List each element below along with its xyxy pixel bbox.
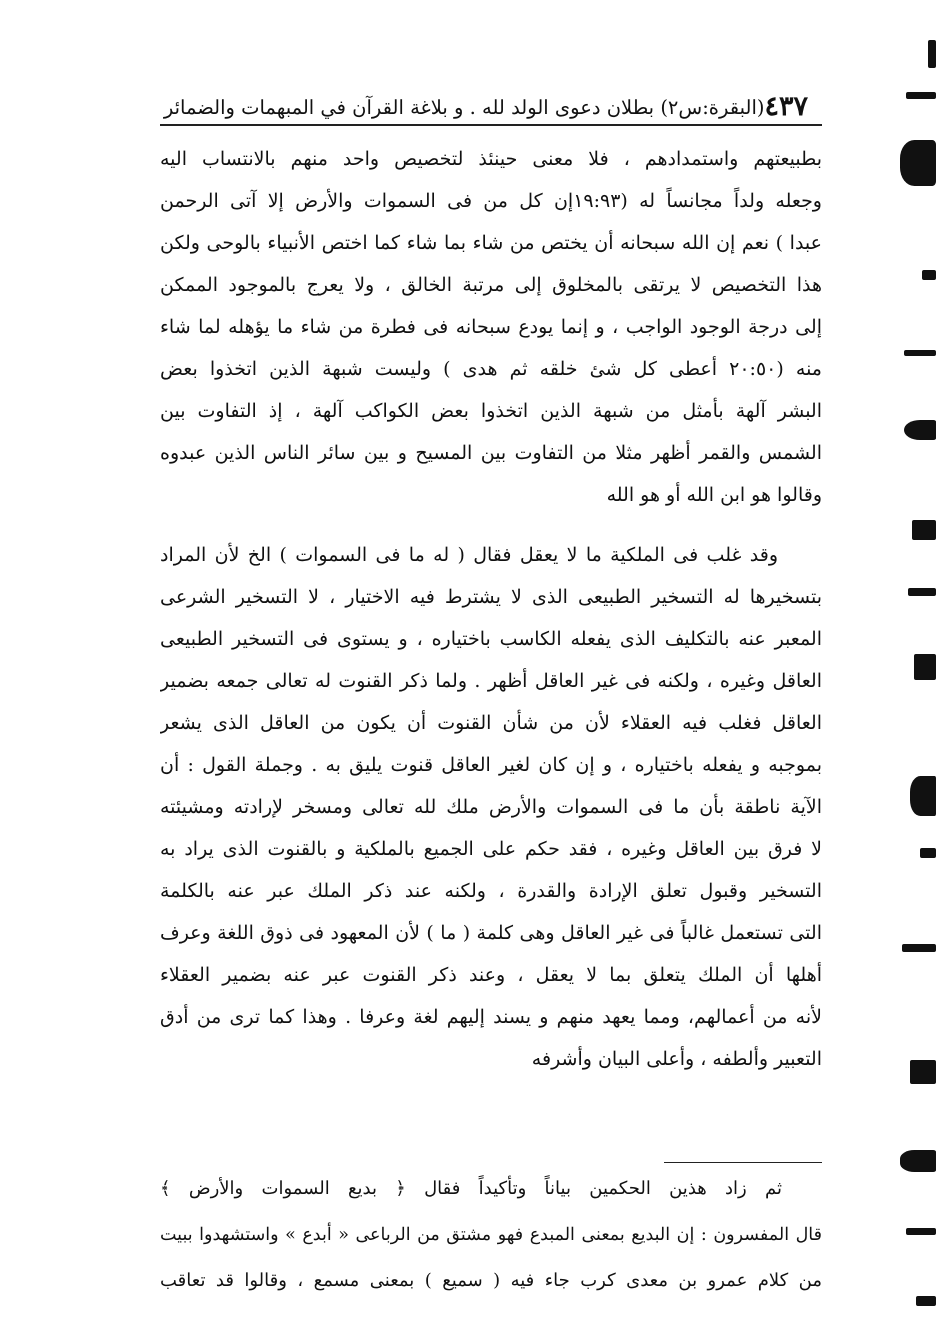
scan-mark (904, 350, 936, 356)
text-line: العاقل وغيره ، ولكنه فى غير العاقل أظهر . ولما ذكر القنوت له تعالى جمعه بضمير (160, 670, 822, 692)
scan-mark (910, 776, 936, 816)
scan-mark (920, 848, 936, 858)
header-rule (160, 124, 822, 126)
scan-mark (910, 1060, 936, 1084)
text-line: منه (٢٠:٥٠ أعطى كل شئ خلقه ثم هدى ) وليست شبهة الذين اتخذوا بعض (160, 358, 822, 380)
text-line: إلى درجة الوجود الواجب ، و إنما يودع سبحانه فى فطرة من شاء ما يؤهله لما شاء (160, 316, 822, 338)
text-line: وقد غلب فى الملكية ما لا يعقل فقال ( له ما فى السموات ) الخ لأن المراد (160, 544, 778, 566)
text-line: لا فرق بين العاقل وغيره ، فقد حكم على الجميع بالملكية و بالقنوت الذى يراد به (160, 838, 822, 860)
scan-mark (900, 1150, 936, 1172)
scan-mark (900, 140, 936, 186)
scan-mark (906, 92, 936, 99)
page-header (160, 78, 822, 122)
text-line: البشر آلهة بأمثل من شبهة الذين اتخذوا بعض الكواكب آلهة ، إذ التفاوت بين (160, 400, 822, 422)
scan-mark (916, 1296, 936, 1306)
footnote-line: ثم زاد هذين الحكمين بياناً وتأكيداً فقال ﴿ بديع السموات والأرض ﴾ (160, 1178, 782, 1199)
scan-mark (922, 270, 936, 280)
scan-mark (902, 944, 936, 952)
text-line: الآية ناطقة بأن ما فى السموات والأرض ملك لله تعالى ومسخر لإرادته ومشيئته (160, 796, 822, 818)
text-line: لأنه من أعمالهم، ومما يعهد منهم و يسند إليهم لغة وعرفا . وهذا كما ترى من أدق (160, 1006, 822, 1028)
text-line: المعبر عنه بالتكليف الذى يفعله الكاسب باختياره ، و يستوى فى التسخير الطبيعى (160, 628, 822, 650)
text-line: التى تستعمل غالباً فى غير العاقل وهى كلمة ( ما ) لأن المعهود فى ذوق اللغة وعرف (160, 922, 822, 944)
text-line: وقالوا هو ابن الله أو هو الله (606, 484, 822, 506)
footnote-separator (664, 1162, 822, 1163)
main-text (160, 138, 822, 1080)
scan-mark (912, 520, 936, 540)
text-line: وجعله ولداً مجانساً له (١٩:٩٣إن كل من فى السموات والأرض إلا آتى الرحمن (160, 190, 822, 212)
running-title: (البقرة:س٢) بطلان دعوى الولد لله . و بلاغة القرآن في المبهمات والضمائر (163, 96, 765, 119)
scan-mark (904, 420, 936, 440)
paragraph-2 (160, 534, 822, 1080)
text-line: العاقل فغلب فيه العقلاء لأن من شأن القنوت أن يكون من العاقل الذى يشعر (160, 712, 822, 734)
footnote (160, 1166, 822, 1304)
text-line: بتسخيرها له التسخير الطبيعى الذى لا يشترط فيه الاختيار ، لا التسخير الشرعى (160, 586, 822, 608)
footnote-line: قال المفسرون : إن البديع بمعنى المبدع فهو مشتق من الرباعى « أبدع » واستشهدوا ببيت (160, 1225, 822, 1245)
scan-mark (914, 654, 936, 680)
page-number: ٤٣٧ (764, 91, 808, 122)
text-line: الشمس والقمر أظهر مثلا من التفاوت بين المسيح و بين سائر الناس الذين عبدوه (160, 442, 822, 464)
text-line: هذا التخصيص لا يرتقى بالمخلوق إلى مرتبة الخالق ، ولا يعرج بالموجود الممكن (160, 274, 822, 296)
text-line: بموجبه و يفعله باختياره ، و إن كان لغير العاقل قنوت يليق به . وجملة القول : أن (160, 754, 822, 776)
scan-mark (908, 588, 936, 596)
footnote-line: من كلام عمرو بن معدى كرب جاء فيه ( سميع ) بمعنى مسمع ، وقالوا قد تعاقب (160, 1270, 822, 1291)
text-line: أهلها أن الملك يتعلق بما لا يعقل ، وعند ذكر القنوت عبر عنه بضمير العقلاء (160, 964, 822, 986)
text-line: عبدا ) نعم إن الله سبحانه أن يختص من شاء بما شاء كما اختص الأنبياء بالوحى ولكن (160, 232, 822, 254)
text-line: بطبيعتهم واستمدادهم ، فلا معنى حينئذ لتخصيص واحد منهم بالانتساب اليه (160, 148, 822, 170)
paragraph-1 (160, 138, 822, 516)
scan-mark (906, 1228, 936, 1235)
scan-mark (928, 40, 936, 68)
text-line: التسخير وقبول تعلق الإرادة والقدرة ، ولكنه عند ذكر الملك عبر عنه بالكلمة (160, 880, 822, 902)
text-line: التعبير وألطفه ، وأعلى البيان وأشرفه (531, 1048, 822, 1070)
